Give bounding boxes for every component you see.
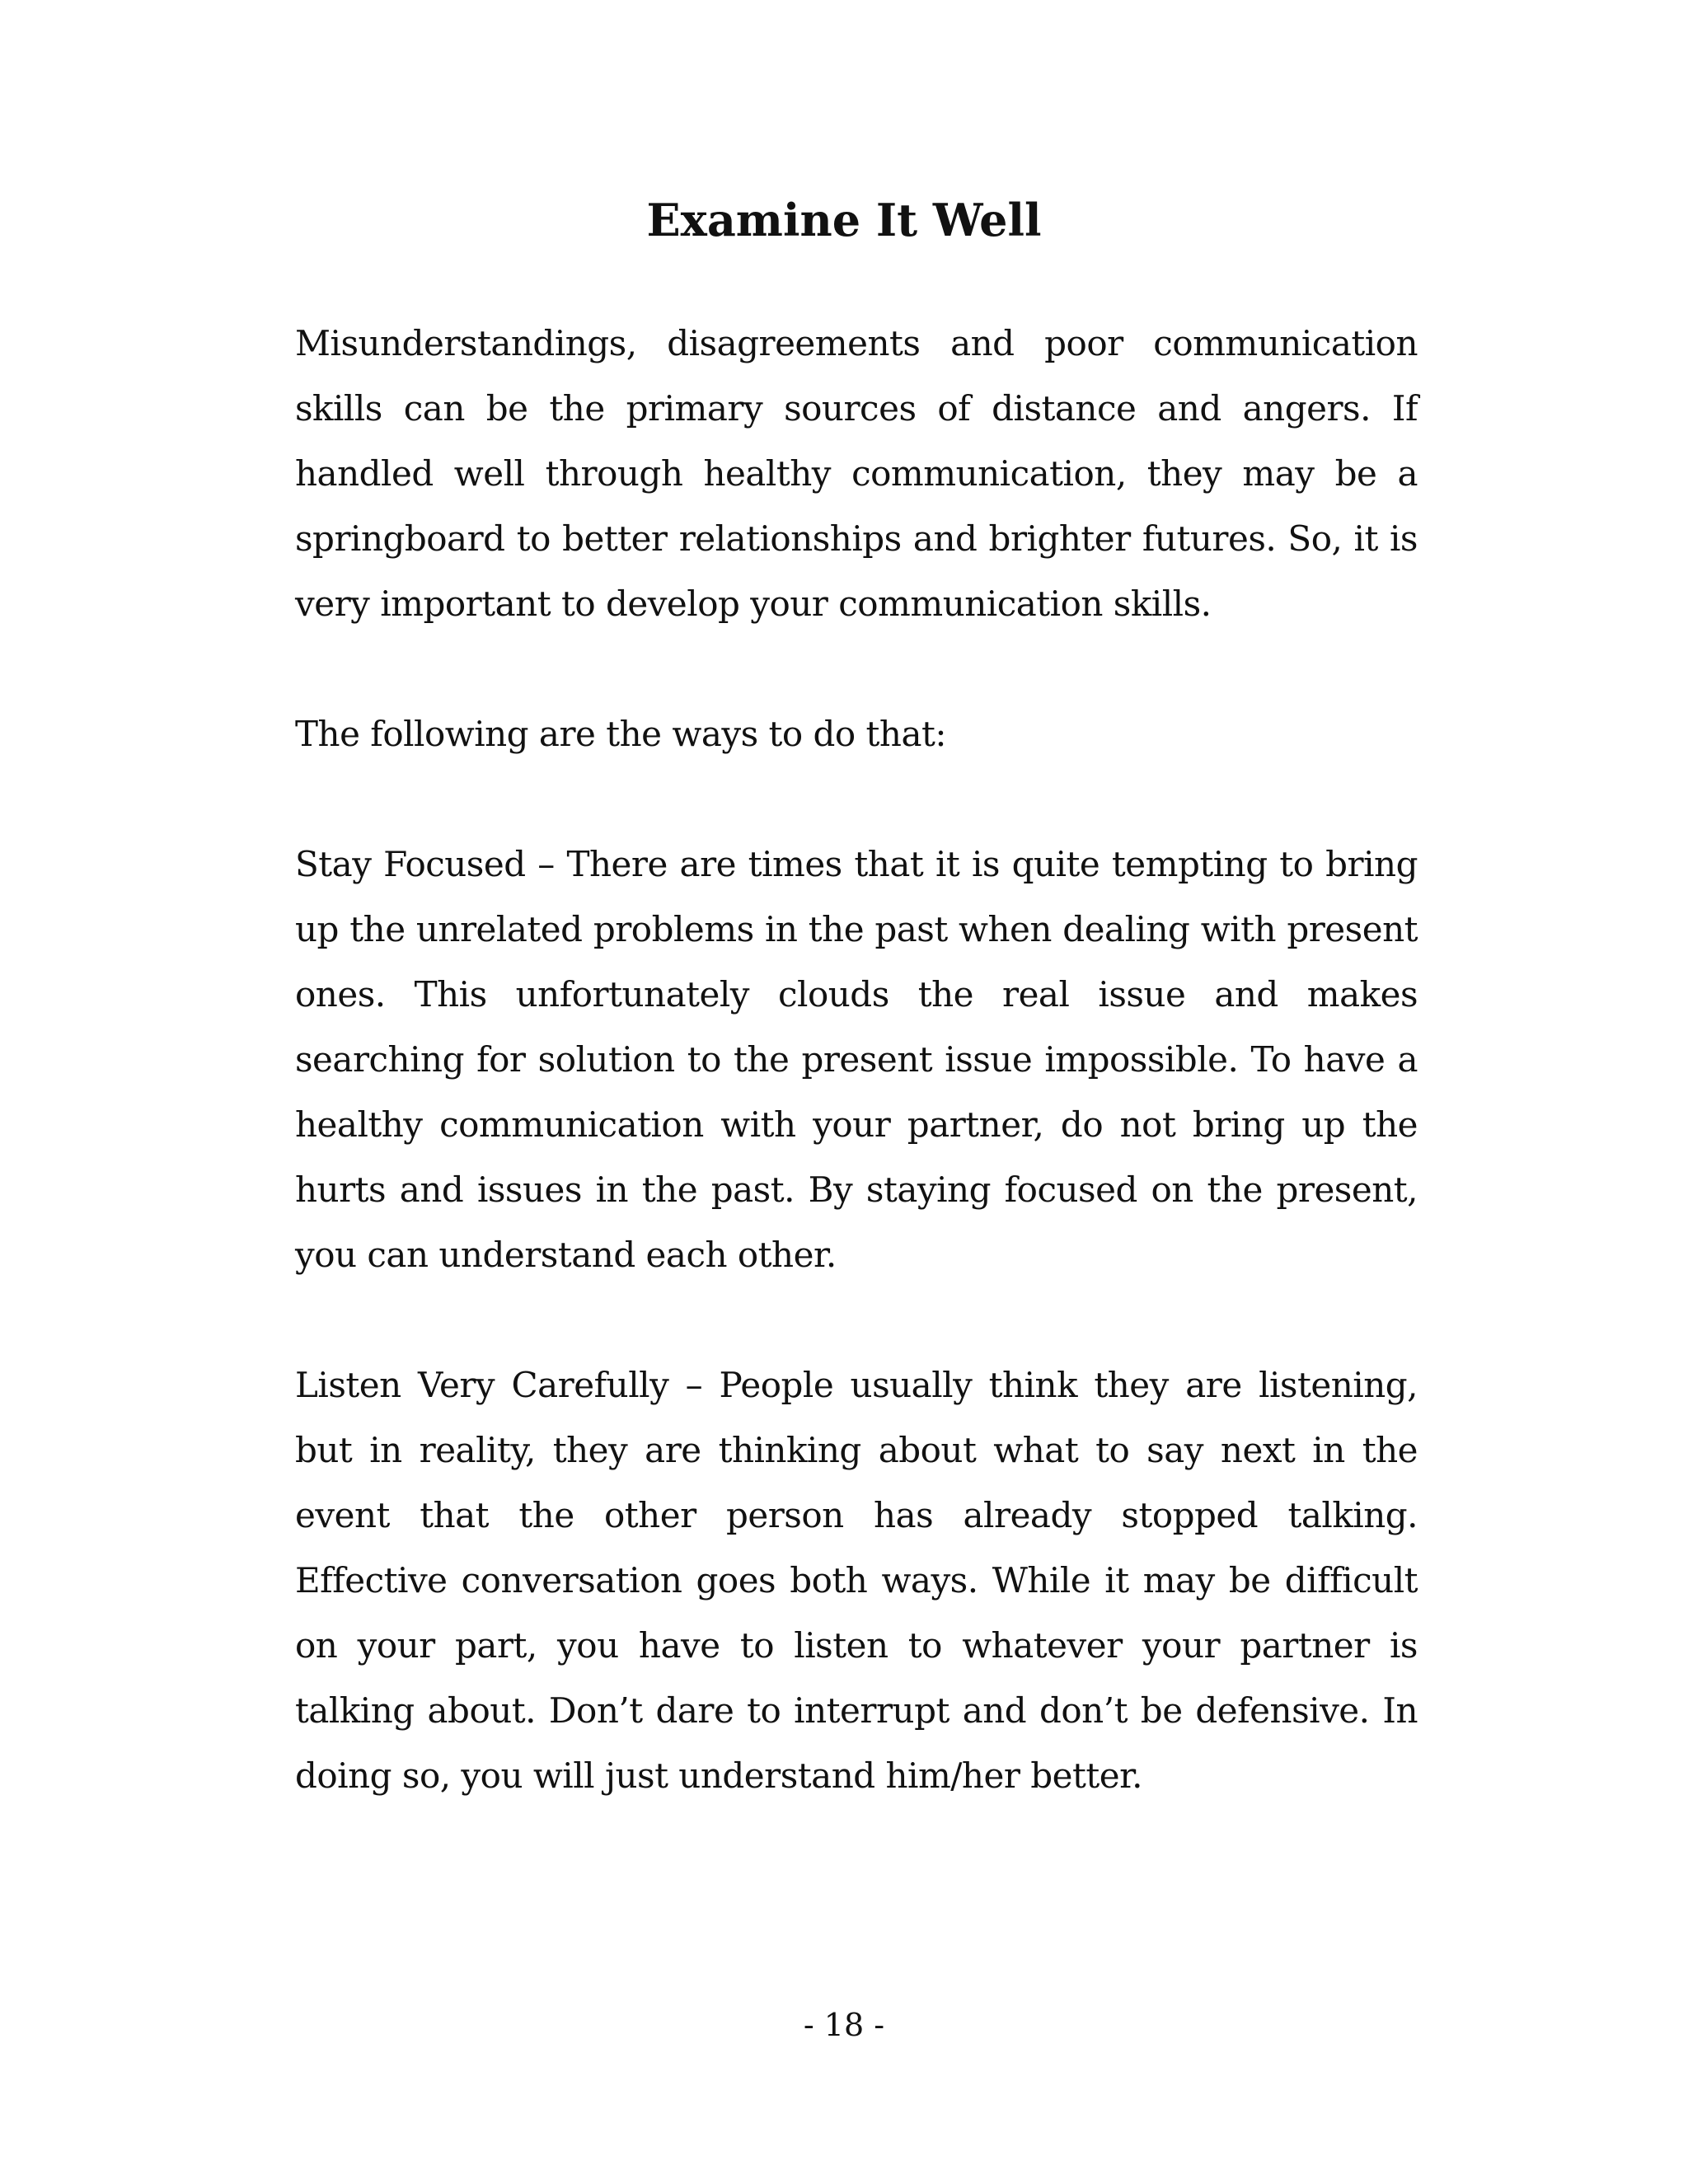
paragraph-stay-focused: Stay Focused – There are times that it is quite tempting to bring up the unrelated problems in the past when dealing with present ones. This unfortunately clouds the real issue and makes searching for solution to the present issue impossible. To have a healthy communication with your partner, do not bring up the hurts and issues in the past. By staying focused on the present, you can understand each other. xyxy=(295,844,1418,1275)
paragraph-ways-intro: The following are the ways to do that: xyxy=(295,714,947,754)
paragraph-intro: Misunderstandings, disagreements and poor communication skills can be the primary sources of distance and angers. If handled well through healthy communication, they may be a springboard to better relationships and brighter futures. So, it is very important to develop your communication skills. xyxy=(295,323,1418,624)
page-title: Examine It Well xyxy=(646,194,1042,246)
page-number: - 18 - xyxy=(803,2007,885,2043)
body-text xyxy=(295,311,1418,1873)
paragraph-listen-carefully: Listen Very Carefully – People usually think they are listening, but in reality, they are thinking about what to say next in the event that the other person has already stopped talking. Effective conversation goes both ways. While it may be difficult on your part, you have to listen to whatever your partner is talking about. Don’t dare to interrupt and don’t be defensive. In doing so, you will just understand him/her better. xyxy=(295,1365,1418,1796)
